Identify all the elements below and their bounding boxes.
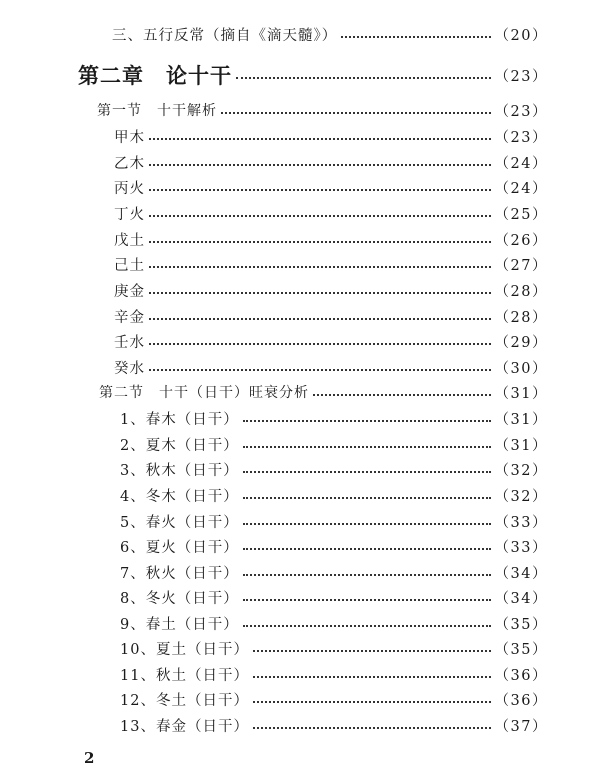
toc-entry-guishui — [114, 356, 548, 378]
toc-entry-page: （24） — [494, 180, 548, 197]
toc-entry-page: （32） — [494, 488, 548, 505]
dot-leader — [149, 266, 491, 268]
toc-entry-page: （35） — [494, 616, 548, 633]
toc-entry-label: 12、冬土（日干） — [120, 692, 249, 709]
dot-leader — [243, 497, 491, 499]
dot-leader — [253, 676, 491, 678]
dot-leader — [149, 292, 491, 294]
toc-entry-label: 2、夏木（日干） — [120, 437, 239, 454]
toc-entry-label: 癸水 — [114, 360, 145, 377]
toc-entry-page: （20） — [494, 27, 548, 44]
toc-entry-8 — [120, 586, 548, 608]
section-title: 第一节 十干解析 — [97, 103, 217, 119]
toc-entry-6 — [120, 535, 548, 557]
dot-leader — [243, 574, 491, 576]
dot-leader — [253, 650, 491, 652]
toc-entry-page: （31） — [494, 385, 548, 402]
section-title: 第二节 十干（日干）旺衰分析 — [99, 385, 309, 401]
toc-entry-page: （32） — [494, 462, 548, 479]
toc-entry-yimu — [114, 151, 548, 173]
toc-entry-label: 3、秋木（日干） — [120, 462, 239, 479]
dot-leader — [341, 36, 490, 38]
toc-entry-12 — [120, 688, 548, 710]
toc-entry-label: 9、春土（日干） — [120, 616, 239, 633]
toc-entry-page: （30） — [494, 360, 548, 377]
toc-entry-page: （23） — [494, 103, 548, 120]
toc-entry-10 — [120, 637, 548, 659]
dot-leader — [236, 77, 491, 79]
toc-entry-jiamu — [114, 125, 548, 147]
toc-entry-1 — [120, 407, 548, 429]
toc-section-1 — [97, 99, 548, 121]
toc-entry-page: （27） — [494, 257, 548, 274]
toc-entry-13 — [120, 714, 548, 736]
dot-leader — [149, 215, 491, 217]
dot-leader — [243, 548, 491, 550]
toc-entry-11 — [120, 663, 548, 685]
toc-entry-label: 4、冬木（日干） — [120, 488, 239, 505]
toc-entry-page: （28） — [494, 309, 548, 326]
dot-leader — [243, 599, 491, 601]
toc-entry-page: （31） — [494, 437, 548, 454]
toc-entry-7 — [120, 561, 548, 583]
page-number: 2 — [84, 749, 95, 767]
toc-entry-page: （36） — [494, 692, 548, 709]
toc-entry-4 — [120, 484, 548, 506]
toc-entry-page: （29） — [494, 334, 548, 351]
toc-entry-page: （28） — [494, 283, 548, 300]
toc-entry-page: （34） — [494, 590, 548, 607]
dot-leader — [149, 343, 491, 345]
toc-entry-label: 三、五行反常（摘自《滴天髓》） — [112, 27, 338, 44]
toc-entry-label: 丁火 — [114, 206, 145, 223]
dot-leader — [243, 523, 491, 525]
toc-entry-renshui — [114, 330, 548, 352]
toc-entry-label: 10、夏土（日干） — [120, 641, 249, 658]
dot-leader — [243, 446, 491, 448]
toc-entry-page: （23） — [494, 129, 548, 146]
toc-entry-label: 甲木 — [114, 129, 145, 146]
toc-entry-label: 13、春金（日干） — [120, 718, 249, 735]
toc-entry-page: （37） — [494, 718, 548, 735]
toc-entry-page: （34） — [494, 565, 548, 582]
toc-entry-wuxing-fanchang — [112, 23, 548, 45]
toc-entry-page: （24） — [494, 155, 548, 172]
toc-entry-label: 7、秋火（日干） — [120, 565, 239, 582]
dot-leader — [149, 164, 491, 166]
toc-entry-jitu — [114, 253, 548, 275]
dot-leader — [253, 701, 491, 703]
toc-entry-label: 乙木 — [114, 155, 145, 172]
toc-entry-page: （35） — [494, 641, 548, 658]
toc-entry-page: （31） — [494, 411, 548, 428]
dot-leader — [149, 241, 491, 243]
toc-entry-label: 己土 — [114, 257, 145, 274]
toc-entry-3 — [120, 458, 548, 480]
toc-entry-wutu — [114, 228, 548, 250]
dot-leader — [149, 138, 491, 140]
dot-leader — [313, 394, 491, 396]
dot-leader — [253, 727, 491, 729]
dot-leader — [221, 112, 491, 114]
toc-entry-binghuo — [114, 176, 548, 198]
dot-leader — [149, 369, 491, 371]
toc-entry-label: 8、冬火（日干） — [120, 590, 239, 607]
chapter-title: 第二章 论十干 — [78, 64, 232, 88]
toc-section-2 — [99, 381, 548, 403]
toc-entry-page: （26） — [494, 232, 548, 249]
dot-leader — [243, 420, 491, 422]
toc-entry-label: 1、春木（日干） — [120, 411, 239, 428]
toc-entry-page: （23） — [494, 68, 548, 85]
toc-entry-label: 壬水 — [114, 334, 145, 351]
toc-chapter-2 — [78, 58, 548, 92]
toc-entry-page: （36） — [494, 667, 548, 684]
toc-entry-label: 庚金 — [114, 283, 145, 300]
toc-entry-label: 丙火 — [114, 180, 145, 197]
toc-entry-9 — [120, 612, 548, 634]
dot-leader — [149, 189, 491, 191]
toc-entry-label: 辛金 — [114, 309, 145, 326]
toc-entry-dinghuo — [114, 202, 548, 224]
toc-entry-page: （33） — [494, 514, 548, 531]
dot-leader — [149, 318, 491, 320]
toc-entry-label: 5、春火（日干） — [120, 514, 239, 531]
toc-entry-page: （25） — [494, 206, 548, 223]
toc-entry-2 — [120, 433, 548, 455]
toc-entry-label: 11、秋土（日干） — [120, 667, 249, 684]
toc-entry-page: （33） — [494, 539, 548, 556]
toc-entry-gengjin — [114, 279, 548, 301]
toc-entry-5 — [120, 510, 548, 532]
toc-entry-xinjin — [114, 305, 548, 327]
dot-leader — [243, 625, 491, 627]
dot-leader — [243, 471, 491, 473]
toc-entry-label: 戊土 — [114, 232, 145, 249]
toc-entry-label: 6、夏火（日干） — [120, 539, 239, 556]
